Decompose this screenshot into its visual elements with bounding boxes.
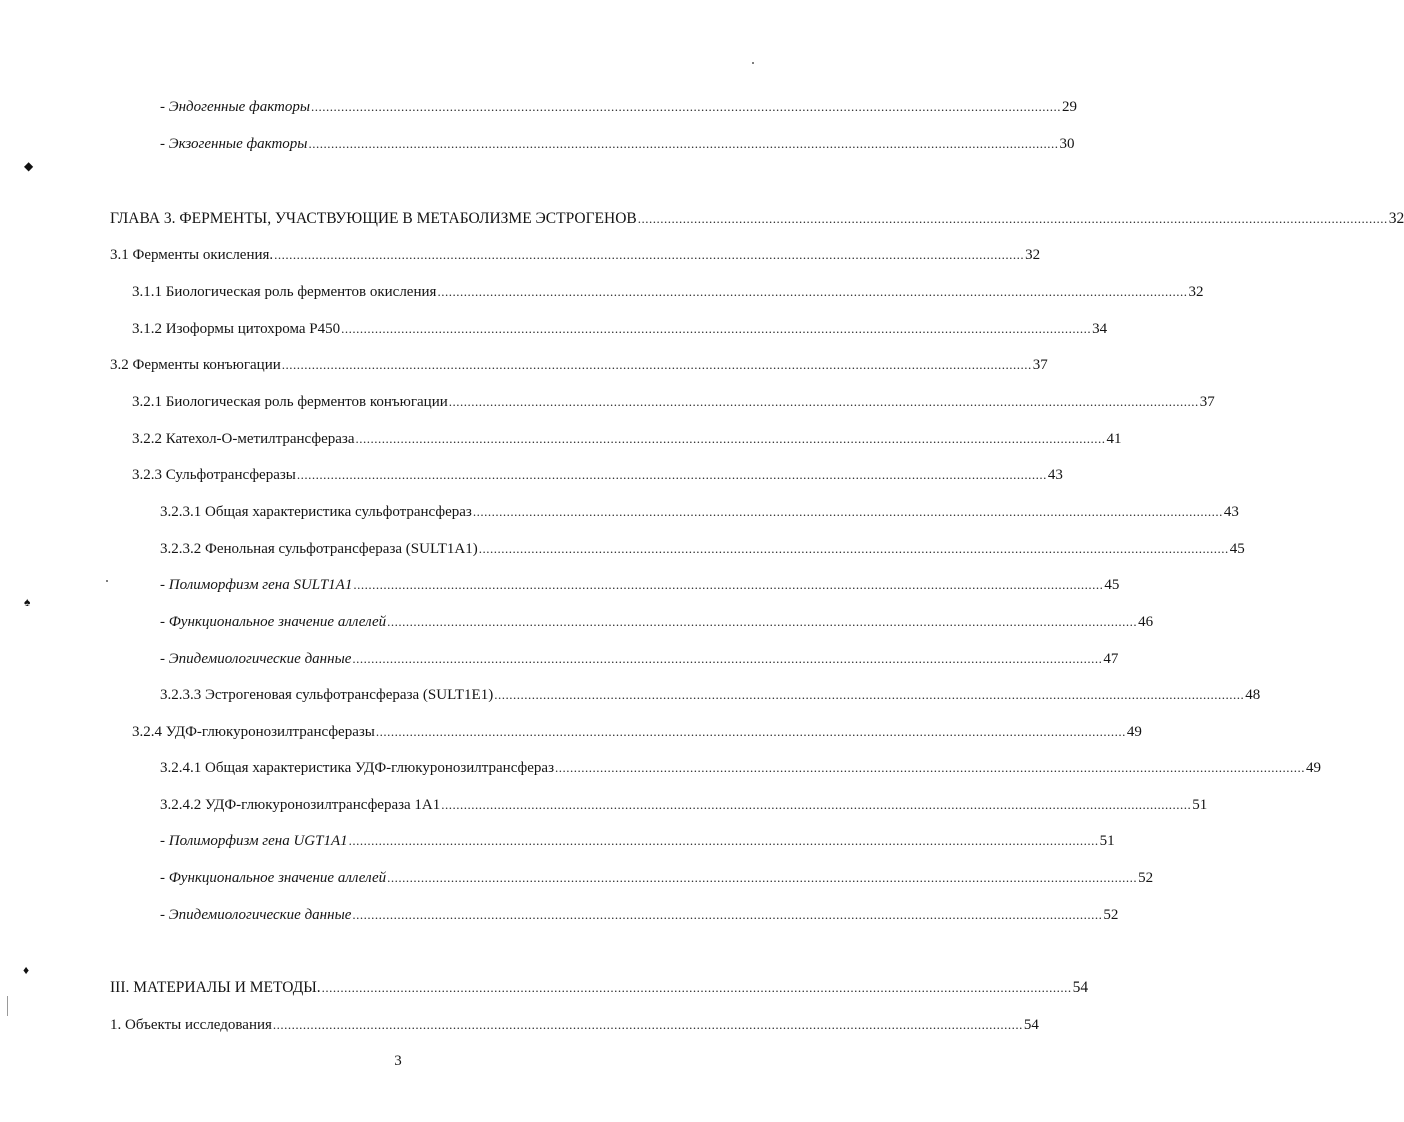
toc-entry (160, 609, 1154, 631)
toc-leader: ........................................................................................................................................................................................................ (352, 651, 1103, 666)
toc-entry-page: 54 (1023, 1017, 1039, 1033)
toc-entry-page: 41 (1106, 431, 1122, 447)
toc-entry-page: 47 (1103, 651, 1119, 667)
toc-entry (132, 389, 1215, 411)
toc-leader: ........................................................................................................................................................................................................ (441, 797, 1192, 812)
toc-entry-label: 3.2.4 УДФ-глюкуронозилтрансферазы (132, 724, 375, 740)
toc-leader: ........................................................................................................................................................................................................ (478, 541, 1229, 556)
toc-entry (160, 902, 1119, 924)
toc-leader: ........................................................................................................................................................................................................ (472, 504, 1223, 519)
toc-leader: ........................................................................................................................................................................................................ (296, 467, 1047, 482)
toc-entry-label: 3.2.3.1 Общая характеристика сульфотрансфераз (160, 504, 472, 520)
toc-chapter-heading (110, 975, 1089, 997)
scan-speck (106, 580, 108, 582)
toc-leader: ........................................................................................................................................................................................................ (637, 211, 1388, 226)
scan-line (7, 996, 8, 1016)
toc-entry (160, 499, 1239, 521)
toc-entry-label: - Экзогенные факторы (160, 136, 308, 152)
punch-mark-icon: ◆ (24, 159, 34, 173)
toc-entry-label: - Функциональное значение аллелей (160, 870, 387, 886)
punch-mark-icon: ♠ (24, 595, 31, 609)
toc-entry-page: 51 (1192, 797, 1208, 813)
toc-entry-label: 1. Объекты исследования (110, 1017, 272, 1033)
toc-entry-label: 3.2.3 Сульфотрансферазы (132, 467, 296, 483)
toc-leader: ........................................................................................................................................................................................................ (321, 980, 1072, 995)
toc-chapter-heading (110, 206, 1404, 228)
toc-entry-label: 3.1.2 Изоформы цитохрома P450 (132, 321, 341, 337)
toc-leader: ........................................................................................................................................................................................................ (353, 577, 1104, 592)
toc-entry-page: 45 (1229, 541, 1245, 557)
toc-entry (110, 242, 1041, 264)
toc-entry-page: 37 (1032, 357, 1048, 373)
toc-entry-label: 3.2.3.3 Эстрогеновая сульфотрансфераза (SULT1E1) (160, 687, 494, 703)
toc-leader: ........................................................................................................................................................................................................ (272, 1017, 1023, 1032)
toc-entry-label: 3.2.4.2 УДФ-глюкуронозилтрансфераза 1A1 (160, 797, 441, 813)
scan-speck (752, 62, 754, 64)
toc-entry-page: 52 (1138, 870, 1154, 886)
toc-entry (132, 719, 1142, 741)
toc-entry-page: 46 (1138, 614, 1154, 630)
toc-entry (132, 426, 1122, 448)
toc-entry (160, 828, 1115, 850)
toc-entry-label: 3.2.4.1 Общая характеристика УДФ-глюкуронозилтрансфераз (160, 760, 555, 776)
toc-leader: ........................................................................................................................................................................................................ (555, 760, 1306, 775)
toc-entry-page: 45 (1104, 577, 1120, 593)
toc-entry-page: 43 (1047, 467, 1063, 483)
toc-leader: ........................................................................................................................................................................................................ (387, 614, 1138, 629)
toc-entry (110, 1012, 1039, 1034)
toc-entry (160, 755, 1322, 777)
toc-entry-page: 34 (1092, 321, 1108, 337)
punch-mark-icon: ♦ (23, 963, 30, 977)
toc-entry-label: 3.1.1 Биологическая роль ферментов окисления (132, 284, 437, 300)
toc-entry (132, 462, 1063, 484)
toc-leader: ........................................................................................................................................................................................................ (437, 284, 1188, 299)
toc-entry-label: - Полиморфизм гена UGT1A1 (160, 833, 348, 849)
toc-leader: ........................................................................................................................................................................................................ (352, 907, 1103, 922)
toc-leader: ........................................................................................................................................................................................................ (348, 833, 1099, 848)
toc-entry-label: III. МАТЕРИАЛЫ И МЕТОДЫ. (110, 979, 321, 996)
toc-leader: ........................................................................................................................................................................................................ (375, 724, 1126, 739)
toc-entry-page: 51 (1099, 833, 1115, 849)
toc-leader: ........................................................................................................................................................................................................ (355, 431, 1106, 446)
toc-entry-page: 32 (1188, 284, 1204, 300)
toc-leader: ........................................................................................................................................................................................................ (281, 357, 1032, 372)
toc-entry (160, 646, 1119, 668)
toc-entry (132, 279, 1204, 301)
toc-entry (160, 572, 1120, 594)
toc-leader: ........................................................................................................................................................................................................ (274, 247, 1025, 262)
toc-entry-label: - Эпидемиологические данные (160, 651, 352, 667)
toc-entry-label: - Полиморфизм гена SULT1A1 (160, 577, 353, 593)
toc-leader: ........................................................................................................................................................................................................ (311, 99, 1062, 114)
toc-entry-page: 54 (1072, 979, 1089, 996)
toc-entry (160, 792, 1208, 814)
toc-entry-page: 43 (1223, 504, 1239, 520)
toc-entry-page: 52 (1103, 907, 1119, 923)
toc-leader: ........................................................................................................................................................................................................ (494, 687, 1245, 702)
toc-entry-label: - Эндогенные факторы (160, 99, 311, 115)
page-number: 3 (394, 1053, 402, 1069)
toc-entry-label: ГЛАВА 3. ФЕРМЕНТЫ, УЧАСТВУЮЩИЕ В МЕТАБОЛИЗМЕ ЭСТРОГЕНОВ (110, 210, 637, 227)
toc-entry-label: 3.1 Ферменты окисления. (110, 247, 274, 263)
toc-entry-page: 49 (1126, 724, 1142, 740)
toc-entry-label: 3.2.3.2 Фенольная сульфотрансфераза (SULT1A1) (160, 541, 478, 557)
toc-entry-page: 29 (1062, 99, 1078, 115)
toc-entry (132, 316, 1108, 338)
toc-leader: ........................................................................................................................................................................................................ (448, 394, 1199, 409)
toc-entry-label: - Функциональное значение аллелей (160, 614, 387, 630)
toc-leader: ........................................................................................................................................................................................................ (387, 870, 1138, 885)
toc-entry (160, 536, 1245, 558)
toc-entry-page: 32 (1025, 247, 1041, 263)
toc-entry (160, 865, 1154, 887)
toc-entry-page: 48 (1245, 687, 1261, 703)
toc-entry-page: 37 (1199, 394, 1215, 410)
toc-entry-page: 49 (1306, 760, 1322, 776)
toc-entry-label: 3.2.1 Биологическая роль ферментов конъюгации (132, 394, 448, 410)
toc-entry-label: - Эпидемиологические данные (160, 907, 352, 923)
toc-entry-page: 32 (1388, 210, 1404, 227)
toc-entry (160, 131, 1075, 153)
toc-entry-label: 3.2.2 Катехол-О-метилтрансфераза (132, 431, 355, 447)
toc-entry-page: 30 (1059, 136, 1075, 152)
toc-leader: ........................................................................................................................................................................................................ (308, 136, 1059, 151)
toc-entry-label: 3.2 Ферменты конъюгации (110, 357, 281, 373)
toc-entry (160, 682, 1261, 704)
toc-leader: ........................................................................................................................................................................................................ (341, 321, 1092, 336)
toc-entry (110, 352, 1048, 374)
toc-entry (160, 94, 1078, 116)
